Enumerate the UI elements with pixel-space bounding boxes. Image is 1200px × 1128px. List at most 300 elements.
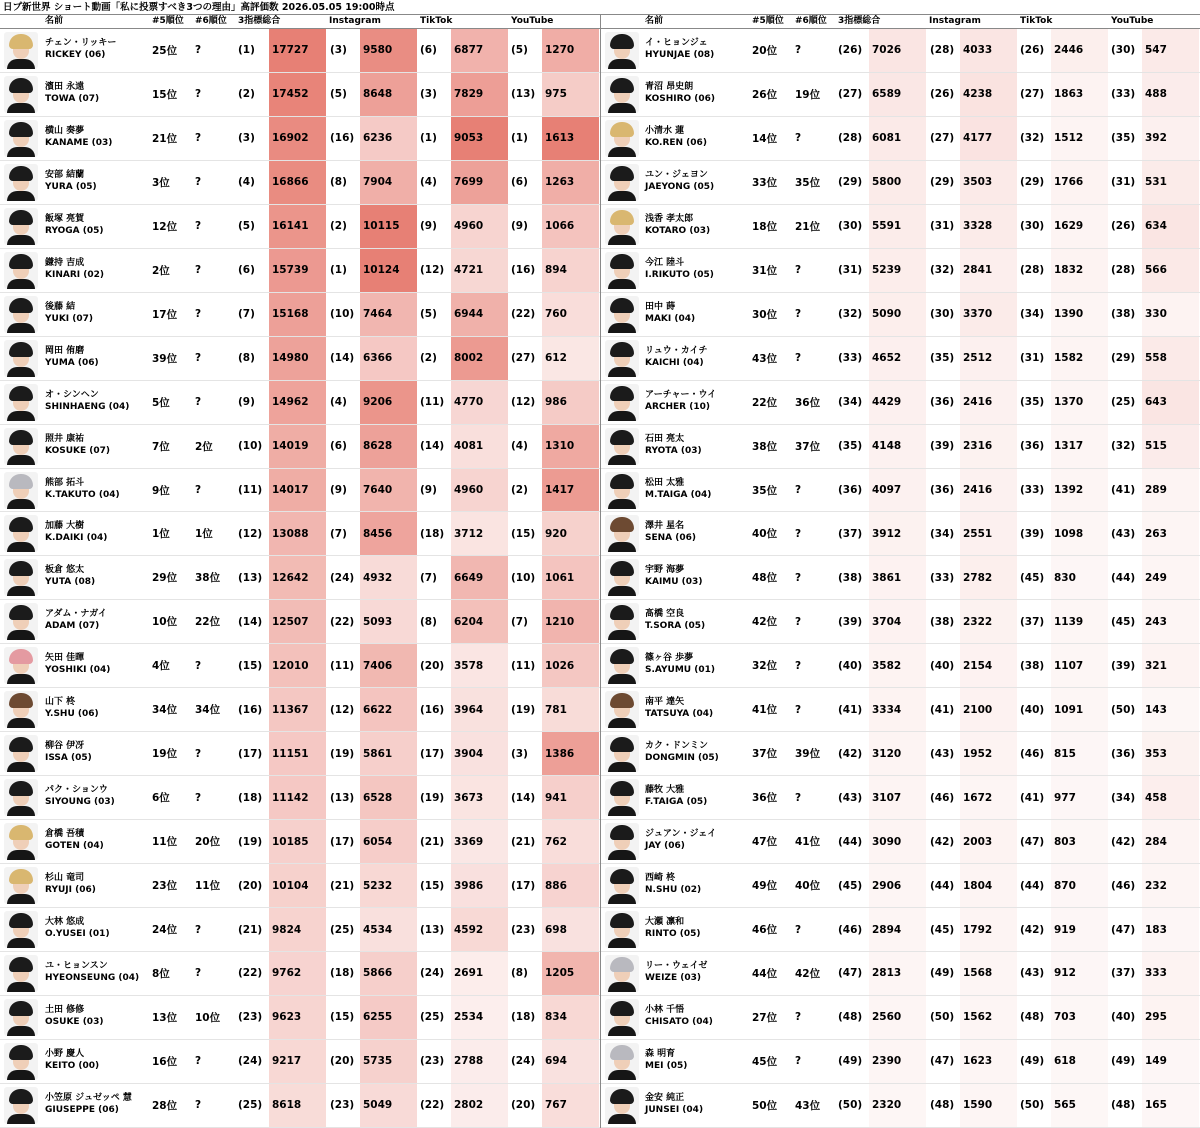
trainee-name-en: KINARI (02) bbox=[45, 269, 104, 280]
avatar bbox=[605, 955, 639, 992]
youtube-rank-cell: (50) bbox=[1111, 703, 1136, 716]
avatar-body bbox=[608, 894, 636, 904]
total-value-cell: 2894 bbox=[872, 923, 902, 936]
rank6-cell: 42位 bbox=[795, 967, 821, 980]
table-row bbox=[601, 776, 1200, 820]
tiktok-value-cell: 2691 bbox=[454, 967, 484, 980]
trainee-name-en: KANAME (03) bbox=[45, 137, 113, 148]
avatar-hair bbox=[9, 166, 33, 181]
instagram-rank-cell: (28) bbox=[930, 44, 955, 57]
youtube-rank-cell: (42) bbox=[1111, 835, 1136, 848]
avatar-body bbox=[608, 279, 636, 289]
youtube-rank-cell: (44) bbox=[1111, 571, 1136, 584]
trainee-name bbox=[645, 169, 714, 193]
trainee-name bbox=[45, 301, 93, 325]
trainee-name-en: JUNSEI (04) bbox=[645, 1104, 704, 1115]
total-rank-cell: (32) bbox=[838, 308, 863, 321]
instagram-value-cell: 2322 bbox=[963, 615, 993, 628]
total-rank-cell: (11) bbox=[238, 484, 263, 496]
trainee-name-ja: ユン・ジェヨン bbox=[645, 169, 708, 180]
total-value-cell: 4097 bbox=[872, 484, 902, 496]
table-row bbox=[0, 469, 600, 513]
rank5-cell: 44位 bbox=[752, 967, 778, 980]
rank5-cell: 46位 bbox=[752, 924, 778, 937]
rank5-cell: 28位 bbox=[152, 1099, 178, 1112]
table-row bbox=[601, 732, 1200, 776]
trainee-name-ja: 松田 太雅 bbox=[645, 477, 685, 488]
youtube-value-cell: 143 bbox=[1145, 703, 1167, 716]
avatar-hair bbox=[9, 737, 33, 752]
trainee-name-ja: 石田 亮太 bbox=[645, 433, 685, 444]
tiktok-rank-cell: (28) bbox=[1020, 264, 1045, 277]
table-row bbox=[601, 293, 1200, 337]
youtube-value-cell: 612 bbox=[545, 352, 567, 365]
instagram-rank-cell: (13) bbox=[330, 791, 355, 804]
rank6-cell: 40位 bbox=[795, 880, 821, 893]
header-rank6: #6順位 bbox=[795, 16, 827, 26]
rank5-cell: 30位 bbox=[752, 308, 778, 321]
total-rank-cell: (5) bbox=[238, 220, 255, 233]
instagram-value-cell: 5861 bbox=[363, 747, 393, 760]
total-rank-cell: (3) bbox=[238, 132, 255, 145]
rank5-cell: 8位 bbox=[152, 967, 170, 980]
tiktok-value-cell: 912 bbox=[1054, 967, 1076, 980]
total-rank-cell: (10) bbox=[238, 440, 263, 453]
avatar bbox=[605, 252, 639, 289]
rank5-cell: 48位 bbox=[752, 572, 778, 585]
youtube-rank-cell: (25) bbox=[1111, 396, 1136, 409]
instagram-rank-cell: (27) bbox=[930, 132, 955, 145]
table-row bbox=[601, 908, 1200, 952]
avatar-body bbox=[608, 1114, 636, 1124]
youtube-value-cell: 1210 bbox=[545, 615, 575, 628]
avatar-body bbox=[7, 147, 35, 157]
avatar-hair bbox=[9, 913, 33, 928]
trainee-name-en: YUMA (06) bbox=[45, 357, 99, 368]
youtube-rank-cell: (31) bbox=[1111, 176, 1136, 189]
tiktok-value-cell: 6649 bbox=[454, 571, 484, 584]
header-rank6: #6順位 bbox=[195, 16, 227, 26]
total-rank-cell: (44) bbox=[838, 835, 863, 848]
table-row bbox=[601, 644, 1200, 688]
table-row bbox=[601, 337, 1200, 381]
youtube-rank-cell: (6) bbox=[511, 176, 528, 189]
total-rank-cell: (13) bbox=[238, 571, 263, 584]
tiktok-value-cell: 3904 bbox=[454, 747, 484, 760]
youtube-rank-cell: (3) bbox=[511, 747, 528, 760]
trainee-name-ja: 小林 千悟 bbox=[645, 1004, 685, 1015]
total-rank-cell: (50) bbox=[838, 1099, 863, 1112]
youtube-rank-cell: (22) bbox=[511, 308, 536, 321]
youtube-rank-cell: (10) bbox=[511, 571, 536, 584]
ranking-panel-right bbox=[600, 14, 1200, 1128]
trainee-name-ja: 後藤 結 bbox=[45, 301, 76, 312]
youtube-value-cell: 183 bbox=[1145, 923, 1167, 936]
trainee-name-ja: ユ・ヒョンスン bbox=[45, 961, 108, 972]
table-row bbox=[0, 73, 600, 117]
total-value-cell: 12010 bbox=[272, 659, 309, 672]
trainee-name-en: ADAM (07) bbox=[45, 621, 100, 632]
youtube-rank-cell: (16) bbox=[511, 264, 536, 277]
instagram-value-cell: 1623 bbox=[963, 1055, 993, 1068]
tiktok-rank-cell: (23) bbox=[420, 1055, 445, 1068]
tiktok-rank-cell: (37) bbox=[1020, 615, 1045, 628]
trainee-name-ja: イ・ヒョンジェ bbox=[645, 38, 708, 48]
youtube-value-cell: 975 bbox=[545, 88, 567, 101]
avatar-body bbox=[608, 1026, 636, 1036]
instagram-value-cell: 6622 bbox=[363, 703, 393, 716]
avatar bbox=[4, 340, 38, 377]
avatar-hair bbox=[610, 254, 634, 269]
avatar-hair bbox=[9, 386, 33, 401]
avatar-hair bbox=[9, 693, 33, 708]
rank6-cell: ? bbox=[795, 484, 802, 496]
avatar-hair bbox=[9, 122, 33, 137]
youtube-rank-cell: (36) bbox=[1111, 747, 1136, 760]
total-value-cell: 3704 bbox=[872, 615, 902, 628]
avatar bbox=[605, 867, 639, 904]
tiktok-rank-cell: (27) bbox=[1020, 88, 1045, 101]
avatar-body bbox=[7, 718, 35, 728]
trainee-name bbox=[45, 608, 107, 632]
instagram-value-cell: 8456 bbox=[363, 527, 393, 540]
trainee-name bbox=[645, 433, 702, 457]
header-youtube: YouTube bbox=[511, 16, 554, 26]
rank6-cell: 36位 bbox=[795, 396, 821, 409]
trainee-name bbox=[645, 520, 696, 544]
trainee-name-ja: 小清水 蓮 bbox=[645, 125, 685, 136]
rank6-cell: 34位 bbox=[195, 704, 221, 717]
instagram-value-cell: 2551 bbox=[963, 527, 993, 540]
avatar-hair bbox=[610, 1045, 634, 1060]
tiktok-value-cell: 3369 bbox=[454, 835, 484, 848]
instagram-rank-cell: (36) bbox=[930, 484, 955, 496]
header-name: 名前 bbox=[645, 16, 664, 26]
instagram-value-cell: 1952 bbox=[963, 747, 993, 760]
rank5-cell: 39位 bbox=[152, 352, 178, 365]
trainee-name-en: TATSUYA (04) bbox=[645, 709, 714, 720]
instagram-rank-cell: (18) bbox=[330, 967, 355, 980]
tiktok-value-cell: 7699 bbox=[454, 176, 484, 189]
tiktok-value-cell: 1392 bbox=[1054, 484, 1084, 496]
trainee-name-en: JAEYONG (05) bbox=[645, 181, 715, 192]
total-rank-cell: (22) bbox=[238, 967, 263, 980]
youtube-value-cell: 1310 bbox=[545, 440, 575, 453]
rank6-cell: 43位 bbox=[795, 1099, 821, 1112]
total-rank-cell: (4) bbox=[238, 176, 255, 189]
instagram-rank-cell: (20) bbox=[330, 1055, 355, 1068]
avatar-hair bbox=[610, 649, 634, 664]
rank6-cell: ? bbox=[795, 308, 802, 321]
table-row bbox=[0, 117, 600, 161]
youtube-value-cell: 558 bbox=[1145, 352, 1167, 365]
tiktok-value-cell: 1098 bbox=[1054, 527, 1084, 540]
tiktok-value-cell: 4770 bbox=[454, 396, 484, 409]
youtube-value-cell: 232 bbox=[1145, 879, 1167, 892]
youtube-value-cell: 760 bbox=[545, 308, 567, 321]
trainee-name bbox=[645, 389, 716, 413]
avatar-body bbox=[608, 235, 636, 245]
youtube-rank-cell: (23) bbox=[511, 923, 536, 936]
rank5-cell: 35位 bbox=[752, 484, 778, 497]
instagram-value-cell: 2003 bbox=[963, 835, 993, 848]
trainee-name-ja: 澤井 星名 bbox=[645, 521, 685, 532]
rank5-cell: 2位 bbox=[152, 264, 170, 277]
youtube-rank-cell: (11) bbox=[511, 659, 536, 672]
table-row bbox=[0, 820, 600, 864]
total-rank-cell: (28) bbox=[838, 132, 863, 145]
tiktok-rank-cell: (12) bbox=[420, 264, 445, 277]
trainee-name-en: KOSUKE (07) bbox=[45, 445, 111, 456]
tiktok-value-cell: 4960 bbox=[454, 220, 484, 233]
avatar bbox=[605, 1043, 639, 1080]
trainee-name bbox=[45, 916, 110, 940]
trainee-name bbox=[645, 916, 701, 940]
trainee-name-ja: 西崎 柊 bbox=[645, 873, 676, 884]
trainee-name-en: K.TAKUTO (04) bbox=[45, 489, 120, 500]
total-value-cell: 16141 bbox=[272, 220, 309, 233]
instagram-value-cell: 10115 bbox=[363, 220, 400, 233]
youtube-value-cell: 1417 bbox=[545, 484, 575, 496]
total-value-cell: 2320 bbox=[872, 1099, 902, 1112]
rank5-cell: 24位 bbox=[152, 924, 178, 937]
avatar bbox=[4, 164, 38, 201]
trainee-name-ja: 熊部 拓斗 bbox=[45, 477, 85, 488]
trainee-name bbox=[645, 1048, 687, 1072]
avatar-body bbox=[7, 982, 35, 992]
youtube-rank-cell: (18) bbox=[511, 1011, 536, 1024]
instagram-rank-cell: (14) bbox=[330, 352, 355, 365]
rank6-cell: 21位 bbox=[795, 220, 821, 233]
trainee-name-ja: 森 明育 bbox=[645, 1048, 676, 1059]
avatar-hair bbox=[610, 957, 634, 972]
avatar bbox=[605, 911, 639, 948]
total-rank-cell: (31) bbox=[838, 264, 863, 277]
youtube-value-cell: 321 bbox=[1145, 659, 1167, 672]
rank6-cell: ? bbox=[195, 264, 202, 277]
instagram-rank-cell: (44) bbox=[930, 879, 955, 892]
trainee-name bbox=[645, 477, 711, 501]
total-value-cell: 15739 bbox=[272, 264, 309, 277]
avatar-body bbox=[7, 674, 35, 684]
rank6-cell: 11位 bbox=[195, 880, 221, 893]
trainee-name bbox=[45, 1092, 132, 1116]
trainee-name-ja: 岡田 侑磨 bbox=[45, 345, 85, 356]
trainee-name bbox=[645, 784, 707, 808]
rank6-cell: ? bbox=[195, 396, 202, 409]
trainee-name bbox=[645, 828, 716, 852]
youtube-rank-cell: (41) bbox=[1111, 484, 1136, 496]
youtube-value-cell: 295 bbox=[1145, 1011, 1167, 1024]
avatar-body bbox=[7, 1026, 35, 1036]
instagram-value-cell: 2154 bbox=[963, 659, 993, 672]
instagram-value-cell: 5093 bbox=[363, 615, 393, 628]
tiktok-rank-cell: (38) bbox=[1020, 659, 1045, 672]
youtube-value-cell: 634 bbox=[1145, 220, 1167, 233]
trainee-name bbox=[645, 213, 710, 237]
trainee-name bbox=[645, 740, 719, 764]
instagram-rank-cell: (25) bbox=[330, 923, 355, 936]
avatar bbox=[4, 252, 38, 289]
trainee-name-ja: 小笠原 ジュゼッペ 慧 bbox=[45, 1092, 132, 1103]
avatar-hair bbox=[9, 957, 33, 972]
trainee-name-ja: 飯塚 亮賀 bbox=[45, 213, 85, 224]
avatar-hair bbox=[9, 561, 33, 576]
table-row bbox=[601, 820, 1200, 864]
table-row bbox=[601, 29, 1200, 73]
total-value-cell: 4652 bbox=[872, 352, 902, 365]
instagram-rank-cell: (45) bbox=[930, 923, 955, 936]
trainee-name-ja: 浅香 孝太郎 bbox=[645, 213, 694, 224]
youtube-rank-cell: (28) bbox=[1111, 264, 1136, 277]
trainee-name bbox=[645, 696, 713, 720]
avatar-hair bbox=[610, 605, 634, 620]
avatar bbox=[4, 559, 38, 596]
rank6-cell: ? bbox=[795, 44, 802, 57]
instagram-value-cell: 7640 bbox=[363, 484, 393, 496]
total-value-cell: 11142 bbox=[272, 791, 309, 804]
total-value-cell: 9623 bbox=[272, 1011, 302, 1024]
tiktok-rank-cell: (22) bbox=[420, 1099, 445, 1112]
youtube-rank-cell: (49) bbox=[1111, 1055, 1136, 1068]
tiktok-value-cell: 815 bbox=[1054, 747, 1076, 760]
trainee-name-en: RYOTA (03) bbox=[645, 445, 702, 456]
youtube-value-cell: 488 bbox=[1145, 88, 1167, 101]
rank6-cell: ? bbox=[795, 659, 802, 672]
instagram-value-cell: 5232 bbox=[363, 879, 393, 892]
avatar-hair bbox=[9, 254, 33, 269]
rank6-cell: ? bbox=[195, 1099, 202, 1112]
table-row bbox=[0, 644, 600, 688]
avatar-body bbox=[608, 718, 636, 728]
avatar bbox=[605, 340, 639, 377]
total-value-cell: 4148 bbox=[872, 440, 902, 453]
trainee-name bbox=[645, 345, 707, 369]
youtube-value-cell: 165 bbox=[1145, 1099, 1167, 1112]
tiktok-value-cell: 1091 bbox=[1054, 703, 1084, 716]
table-row bbox=[0, 512, 600, 556]
table-row bbox=[0, 293, 600, 337]
youtube-value-cell: 986 bbox=[545, 396, 567, 409]
trainee-name-ja: 安部 結蘭 bbox=[45, 169, 85, 180]
rank6-cell: ? bbox=[795, 1011, 802, 1024]
avatar-body bbox=[608, 982, 636, 992]
total-value-cell: 3090 bbox=[872, 835, 902, 848]
avatar-hair bbox=[610, 693, 634, 708]
tiktok-rank-cell: (40) bbox=[1020, 703, 1045, 716]
youtube-value-cell: 284 bbox=[1145, 835, 1167, 848]
tiktok-rank-cell: (4) bbox=[420, 176, 437, 189]
table-row bbox=[0, 600, 600, 644]
total-value-cell: 14017 bbox=[272, 484, 309, 496]
tiktok-value-cell: 2788 bbox=[454, 1055, 484, 1068]
ranking-panel-left bbox=[0, 14, 600, 1128]
instagram-rank-cell: (17) bbox=[330, 835, 355, 848]
instagram-rank-cell: (36) bbox=[930, 396, 955, 409]
trainee-name bbox=[45, 345, 99, 369]
tiktok-rank-cell: (44) bbox=[1020, 879, 1045, 892]
youtube-rank-cell: (30) bbox=[1111, 44, 1136, 57]
total-value-cell: 13088 bbox=[272, 527, 309, 540]
total-value-cell: 6081 bbox=[872, 132, 902, 145]
tiktok-value-cell: 618 bbox=[1054, 1055, 1076, 1068]
tiktok-value-cell: 4081 bbox=[454, 440, 484, 453]
table-row bbox=[601, 381, 1200, 425]
tiktok-rank-cell: (1) bbox=[420, 132, 437, 145]
tiktok-value-cell: 2802 bbox=[454, 1099, 484, 1112]
table-header bbox=[0, 14, 600, 29]
trainee-name bbox=[45, 828, 104, 852]
trainee-name-ja: 髙橋 空良 bbox=[645, 609, 685, 620]
table-row bbox=[0, 556, 600, 600]
instagram-rank-cell: (5) bbox=[330, 88, 347, 101]
tiktok-rank-cell: (42) bbox=[1020, 923, 1045, 936]
instagram-value-cell: 1590 bbox=[963, 1099, 993, 1112]
trainee-name-en: RYOGA (05) bbox=[45, 225, 104, 236]
instagram-rank-cell: (34) bbox=[930, 527, 955, 540]
youtube-rank-cell: (9) bbox=[511, 220, 528, 233]
youtube-value-cell: 781 bbox=[545, 703, 567, 716]
rank6-cell: ? bbox=[795, 264, 802, 277]
table-row bbox=[0, 29, 600, 73]
youtube-value-cell: 566 bbox=[1145, 264, 1167, 277]
trainee-name-ja: 青沼 昂史朗 bbox=[645, 81, 694, 92]
youtube-rank-cell: (33) bbox=[1111, 88, 1136, 101]
instagram-value-cell: 6054 bbox=[363, 835, 393, 848]
table-row bbox=[0, 381, 600, 425]
youtube-rank-cell: (15) bbox=[511, 527, 536, 540]
avatar bbox=[4, 955, 38, 992]
avatar bbox=[4, 823, 38, 860]
total-value-cell: 16902 bbox=[272, 132, 309, 145]
trainee-name-en: Y.SHU (06) bbox=[45, 709, 99, 720]
trainee-name bbox=[645, 257, 714, 281]
trainee-name bbox=[45, 1048, 99, 1072]
trainee-name-en: RICKEY (06) bbox=[45, 50, 106, 60]
instagram-value-cell: 4932 bbox=[363, 571, 393, 584]
table-row bbox=[601, 556, 1200, 600]
trainee-name-en: YURA (05) bbox=[45, 181, 97, 192]
rank6-cell: ? bbox=[195, 132, 202, 145]
tiktok-value-cell: 2534 bbox=[454, 1011, 484, 1024]
table-row bbox=[601, 205, 1200, 249]
instagram-value-cell: 6528 bbox=[363, 791, 393, 804]
instagram-value-cell: 4177 bbox=[963, 132, 993, 145]
table-row bbox=[601, 952, 1200, 996]
total-value-cell: 16866 bbox=[272, 176, 309, 189]
rank6-cell: ? bbox=[795, 615, 802, 628]
tiktok-value-cell: 3986 bbox=[454, 879, 484, 892]
total-value-cell: 5239 bbox=[872, 264, 902, 277]
header-tiktok: TikTok bbox=[1020, 16, 1053, 26]
youtube-rank-cell: (2) bbox=[511, 484, 528, 496]
tiktok-value-cell: 6877 bbox=[454, 44, 484, 57]
instagram-value-cell: 6255 bbox=[363, 1011, 393, 1024]
total-value-cell: 3582 bbox=[872, 659, 902, 672]
avatar-body bbox=[608, 938, 636, 948]
avatar-hair bbox=[610, 34, 634, 49]
avatar bbox=[4, 647, 38, 684]
rank6-cell: ? bbox=[795, 352, 802, 365]
rank5-cell: 34位 bbox=[152, 704, 178, 717]
avatar bbox=[4, 779, 38, 816]
trainee-name bbox=[45, 740, 92, 764]
table-row bbox=[601, 864, 1200, 908]
rank5-cell: 22位 bbox=[752, 396, 778, 409]
avatar bbox=[4, 120, 38, 157]
rank5-cell: 47位 bbox=[752, 836, 778, 849]
tiktok-rank-cell: (24) bbox=[420, 967, 445, 980]
